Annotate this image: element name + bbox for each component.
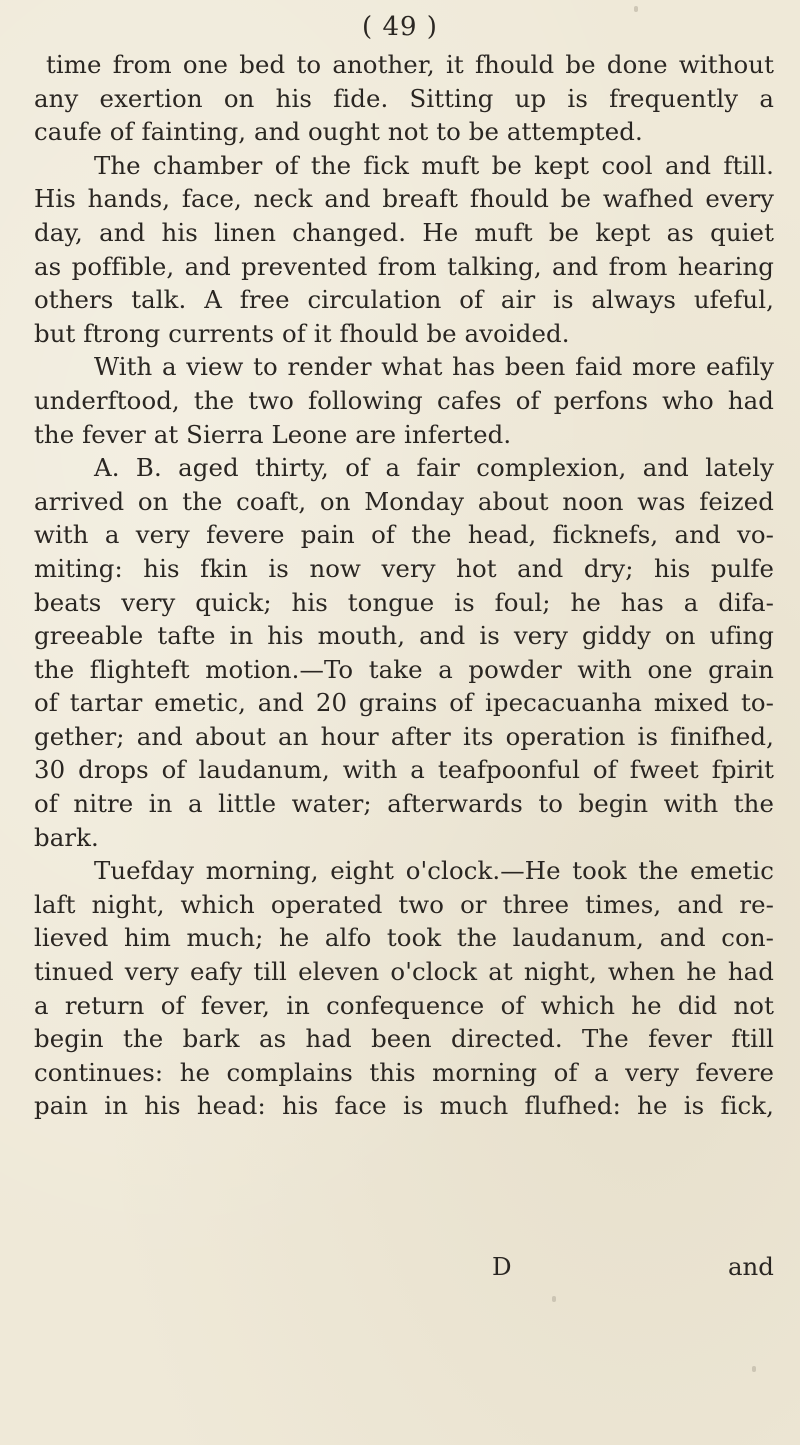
- text-line: lieved him much; he alfo took the laudanum, and con-: [34, 923, 774, 953]
- catchword: and: [728, 1252, 774, 1281]
- text-line: arrived on the coaft, on Monday about noon was feized: [34, 486, 774, 516]
- text-line: a return of fever, in confequence of which he did not: [34, 990, 774, 1020]
- text-line: underftood, the two following cafes of perfons who had: [34, 385, 774, 415]
- page-footer: [0, 1252, 800, 1286]
- page-number: ( 49 ): [362, 12, 438, 42]
- text-line: With a view to render what has been faid more eafily: [94, 352, 774, 382]
- text-line: bark.: [34, 822, 99, 852]
- text-line: pain in his head: his face is much flufhed: he is fick,: [34, 1091, 774, 1121]
- text-line: of tartar emetic, and 20 grains of ipecacuanha mixed to-: [34, 688, 774, 718]
- paper-speck: [752, 1366, 756, 1372]
- text-line: time from one bed to another, it fhould be done without: [46, 50, 774, 79]
- text-line: begin the bark as had been directed. The fever ftill: [34, 1024, 774, 1054]
- body-text: [34, 48, 774, 1123]
- text-line: day, and his linen changed. He muft be kept as quiet: [34, 217, 774, 247]
- text-line: miting: his fkin is now very hot and dry; his pulfe: [34, 553, 774, 583]
- text-line: 30 drops of laudanum, with a teafpoonful of fweet fpirit: [34, 755, 774, 785]
- text-line: greeable tafte in his mouth, and is very giddy on ufing: [34, 621, 774, 651]
- text-line: any exertion on his fide. Sitting up is frequently a: [34, 83, 774, 113]
- text-line: caufe of fainting, and ought not to be attempted.: [34, 117, 643, 147]
- text-line: His hands, face, neck and breaft fhould be wafhed every: [34, 184, 774, 214]
- text-line: The chamber of the fick muft be kept cool and ftill.: [94, 150, 774, 180]
- text-line: as poffible, and prevented from talking, and from hearing: [34, 251, 774, 281]
- text-line: continues: he complains this morning of a very fevere: [34, 1057, 774, 1087]
- text-line: but ftrong currents of it fhould be avoided.: [34, 318, 570, 348]
- paper-speck: [634, 6, 638, 12]
- paper-speck: [552, 1296, 556, 1302]
- text-line: tinued very eafy till eleven o'clock at night, when he had: [34, 957, 774, 987]
- text-line: the fever at Sierra Leone are inferted.: [34, 419, 512, 449]
- text-line: Tuefday morning, eight o'clock.—He took the emetic: [94, 856, 774, 886]
- text-line: beats very quick; his tongue is foul; he has a difa-: [34, 587, 774, 617]
- text-line: others talk. A free circulation of air is always ufeful,: [34, 285, 774, 315]
- signature-mark: D: [492, 1252, 512, 1281]
- text-line: A. B. aged thirty, of a fair complexion, and lately: [94, 453, 774, 483]
- text-line: laft night, which operated two or three times, and re-: [34, 889, 774, 919]
- text-line: gether; and about an hour after its operation is finifhed,: [34, 721, 774, 751]
- text-line: with a very fevere pain of the head, ficknefs, and vo-: [34, 520, 774, 550]
- text-line: of nitre in a little water; afterwards to begin with the: [34, 789, 774, 819]
- text-line: the flighteft motion.—To take a powder with one grain: [34, 654, 774, 684]
